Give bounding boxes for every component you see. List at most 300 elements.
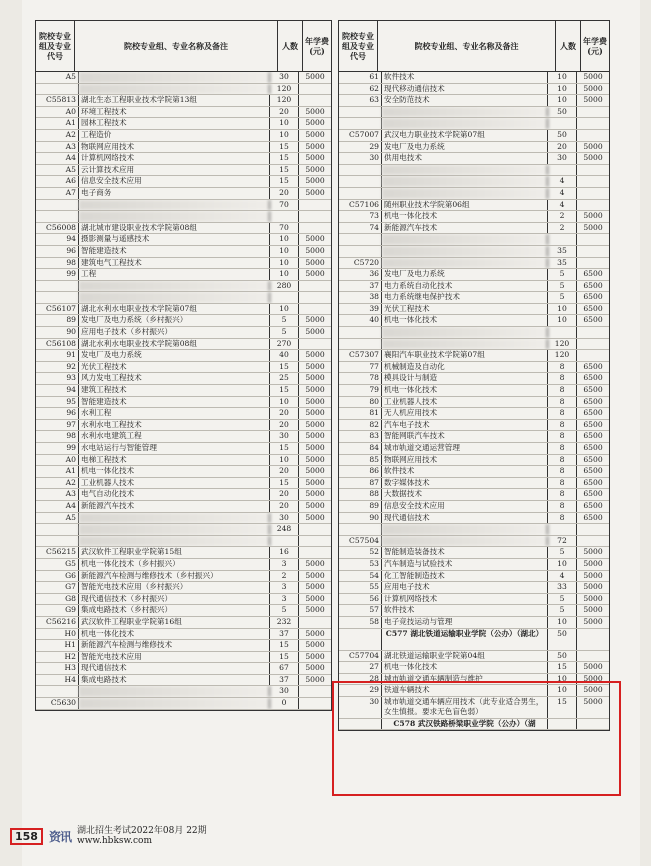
cell-count: 8	[548, 397, 577, 408]
table-row	[339, 211, 609, 223]
cell-fee	[577, 246, 609, 257]
cell-fee: 5000	[305, 153, 325, 163]
cell-code: C56215	[36, 547, 79, 558]
table-row	[36, 281, 331, 293]
cell-fee: 5000	[305, 118, 325, 128]
cell-name	[382, 339, 548, 350]
cell-fee	[299, 547, 331, 558]
cell-fee	[299, 617, 331, 628]
cell-name: 智能建造技术	[79, 397, 270, 408]
table-row	[339, 662, 609, 674]
cell-code: 96	[36, 246, 79, 257]
table-row	[36, 408, 331, 420]
cell-fee: 6500	[583, 303, 603, 313]
cell-code: C57504	[339, 536, 382, 547]
cell-name: 电梯工程技术	[79, 455, 270, 466]
table-row	[339, 571, 609, 583]
cell-count	[548, 234, 577, 245]
cell-code: C57007	[339, 130, 382, 141]
table-row	[339, 84, 609, 96]
cell-fee	[299, 536, 331, 547]
table-row	[36, 142, 331, 154]
cell-code: 77	[339, 362, 382, 373]
cell-fee: 6500	[583, 500, 603, 510]
cell-name: 湖北水利水电职业技术学院第08组	[79, 339, 270, 350]
cell-count: 15	[270, 362, 299, 373]
cell-fee	[299, 211, 331, 222]
cell-name	[382, 327, 548, 338]
cell-count: 10	[270, 269, 299, 280]
cell-code: 38	[339, 292, 382, 303]
cell-count: 10	[548, 617, 577, 628]
cell-name: 电子竞技运动与管理	[382, 617, 548, 628]
table-row	[339, 513, 609, 525]
table-row	[36, 269, 331, 281]
cell-name: 应用电子技术（乡村振兴）	[79, 327, 270, 338]
cell-fee	[577, 339, 609, 350]
table-row	[36, 95, 331, 107]
cell-name: 智能网联汽车技术	[382, 431, 548, 442]
cell-code: H4	[36, 675, 79, 686]
cell-name: 现代通信技术	[382, 513, 548, 524]
cell-code: 27	[339, 662, 382, 673]
cell-fee: 5000	[583, 72, 603, 81]
cell-code: 53	[339, 559, 382, 570]
table-row	[339, 431, 609, 443]
cell-code: 93	[36, 373, 79, 384]
cell-fee	[577, 258, 609, 269]
cell-name: 环境工程技术	[79, 107, 270, 118]
cell-name: 发电厂及电力系统	[79, 350, 270, 361]
cell-name: 工程	[79, 269, 270, 280]
cell-fee: 5000	[583, 605, 603, 615]
table-row	[36, 698, 331, 710]
header-count: 人数	[278, 21, 303, 71]
table-row	[339, 559, 609, 571]
cell-name	[382, 246, 548, 257]
cell-name: 新能源汽车技术	[382, 223, 548, 234]
cell-name: 建筑工程技术	[79, 385, 270, 396]
cell-name: 摄影测量与遥感技术	[79, 234, 270, 245]
cell-fee	[299, 686, 331, 697]
table-row	[339, 72, 609, 84]
cell-name: 智能光电技术应用	[79, 652, 270, 663]
cell-count	[270, 292, 299, 303]
table-row	[339, 246, 609, 258]
cell-count: 3	[270, 559, 299, 570]
cell-code: A0	[36, 455, 79, 466]
cell-count: 20	[270, 188, 299, 199]
cell-code: 39	[339, 304, 382, 315]
cell-count: 5	[548, 292, 577, 303]
cell-fee: 5000	[305, 396, 325, 406]
cell-code: 91	[36, 350, 79, 361]
header-count: 人数	[556, 21, 581, 71]
table-row	[339, 524, 609, 536]
cell-name: 电子商务	[79, 188, 270, 199]
cell-fee: 5000	[305, 512, 325, 522]
table-row	[339, 258, 609, 270]
cell-name	[79, 698, 270, 709]
cell-count: 30	[270, 686, 299, 697]
cell-name: 发电厂及电力系统	[382, 269, 548, 280]
cell-fee	[299, 292, 331, 303]
cell-count: 8	[548, 385, 577, 396]
cell-name: C578 武汉铁路桥梁职业学院（公办）（湖	[382, 719, 548, 730]
cell-fee: 5000	[305, 234, 325, 244]
cell-code: 63	[339, 95, 382, 106]
cell-fee	[577, 350, 609, 361]
cell-fee: 5000	[583, 685, 603, 695]
cell-code	[36, 211, 79, 222]
cell-fee: 5000	[305, 350, 325, 360]
cell-count: 0	[270, 698, 299, 709]
table-row	[339, 304, 609, 316]
cell-fee: 5000	[583, 83, 603, 93]
cell-code: G7	[36, 582, 79, 593]
cell-fee: 6500	[583, 373, 603, 383]
cell-code: 90	[36, 327, 79, 338]
cell-name: 城市轨道交通车辆应用技术（此专业适合男生，女生慎报。要求无色盲色弱）	[382, 697, 548, 718]
cell-code: A6	[36, 176, 79, 187]
cell-count	[548, 165, 577, 176]
table-row	[36, 200, 331, 212]
cell-name: C577 湖北铁道运输职业学院（公办）（湖北）	[382, 629, 548, 650]
cell-name: 应用电子技术	[382, 582, 548, 593]
cell-fee	[299, 223, 331, 234]
cell-code	[36, 84, 79, 95]
cell-code: C56008	[36, 223, 79, 234]
table-row	[339, 292, 609, 304]
footer	[10, 826, 207, 846]
cell-count: 120	[548, 339, 577, 350]
cell-fee: 5000	[583, 222, 603, 232]
cell-fee	[577, 536, 609, 547]
cell-name: 城市轨道交通车辆制造与维护	[382, 674, 548, 685]
cell-count: 20	[270, 408, 299, 419]
cell-code	[339, 107, 382, 118]
table-row	[339, 547, 609, 559]
cell-code: C55813	[36, 95, 79, 106]
cell-name: 集成电路技术（乡村振兴）	[79, 605, 270, 616]
cell-code: A5	[36, 72, 79, 83]
table-row	[36, 524, 331, 536]
cell-code	[339, 234, 382, 245]
cell-code: A4	[36, 153, 79, 164]
cell-count: 5	[548, 547, 577, 558]
table-row	[36, 675, 331, 687]
table-row	[339, 327, 609, 339]
cell-count	[548, 524, 577, 535]
cell-code: 84	[339, 443, 382, 454]
table-row	[36, 513, 331, 525]
header-fee: 年学费(元)	[305, 36, 329, 56]
cell-code	[339, 524, 382, 535]
cell-code: 82	[339, 420, 382, 431]
cell-name: 发电厂及电力系统	[382, 142, 548, 153]
table-row	[339, 362, 609, 374]
cell-fee	[577, 629, 609, 650]
cell-name: 软件技术	[382, 605, 548, 616]
cell-fee	[577, 200, 609, 211]
journal-url: www.hbksw.com	[76, 836, 153, 846]
cell-code: G9	[36, 605, 79, 616]
cell-code: 74	[339, 223, 382, 234]
cell-fee: 5000	[305, 640, 325, 650]
cell-count	[548, 118, 577, 129]
cell-fee: 5000	[305, 628, 325, 638]
table-row	[36, 130, 331, 142]
table-row	[36, 640, 331, 652]
cell-code: H2	[36, 652, 79, 663]
cell-count: 8	[548, 478, 577, 489]
cell-name: 汽车电子技术	[382, 420, 548, 431]
cell-name: 电力系统自动化技术	[382, 281, 548, 292]
table-row	[339, 95, 609, 107]
table-row	[339, 200, 609, 212]
cell-name: 机电一体化技术	[382, 385, 548, 396]
cell-name: 水利水电建筑工程	[79, 431, 270, 442]
cell-code: 97	[36, 420, 79, 431]
cell-fee: 6500	[583, 315, 603, 325]
cell-count: 25	[270, 373, 299, 384]
cell-code: C5630	[36, 698, 79, 709]
cell-count: 15	[548, 697, 577, 718]
cell-code: G6	[36, 571, 79, 582]
cell-code: 98	[36, 258, 79, 269]
cell-count: 10	[548, 559, 577, 570]
cell-name: 铁道车辆技术	[382, 685, 548, 696]
cell-name: 智能制造装备技术	[382, 547, 548, 558]
cell-count: 232	[270, 617, 299, 628]
table-row	[36, 315, 331, 327]
cell-fee	[299, 524, 331, 535]
cell-fee: 5000	[583, 673, 603, 683]
cell-code: A7	[36, 188, 79, 199]
cell-name	[79, 281, 270, 292]
cell-name: 襄阳汽车职业技术学院第07组	[382, 350, 548, 361]
cell-fee: 5000	[305, 466, 325, 476]
cell-count: 15	[270, 142, 299, 153]
cell-fee: 5000	[305, 593, 325, 603]
cell-count: 15	[270, 652, 299, 663]
header-name: 院校专业组、专业名称及备注	[75, 21, 278, 71]
table-row	[36, 466, 331, 478]
cell-fee: 6500	[583, 454, 603, 464]
cell-count: 20	[270, 420, 299, 431]
table-row	[339, 605, 609, 617]
cell-code: 99	[36, 443, 79, 454]
cell-count: 8	[548, 443, 577, 454]
cell-code	[36, 200, 79, 211]
cell-name: 武汉软件工程职业学院第15组	[79, 547, 270, 558]
cell-name: 安全防范技术	[382, 95, 548, 106]
table-row	[36, 501, 331, 513]
cell-code: 58	[339, 617, 382, 628]
cell-name	[382, 188, 548, 199]
cell-count: 8	[548, 431, 577, 442]
cell-code: 88	[339, 489, 382, 500]
cell-count: 35	[548, 246, 577, 257]
cell-name	[382, 524, 548, 535]
table-row	[36, 246, 331, 258]
table-row	[36, 153, 331, 165]
cell-name	[79, 292, 270, 303]
cell-code: 61	[339, 72, 382, 83]
cell-count: 72	[548, 536, 577, 547]
cell-name: 机电一体化技术	[382, 662, 548, 673]
cell-name: 云计算技术应用	[79, 165, 270, 176]
cell-code: 55	[339, 582, 382, 593]
cell-code: 81	[339, 408, 382, 419]
cell-code: 95	[36, 397, 79, 408]
cell-code: 80	[339, 397, 382, 408]
cell-name: 水利工程	[79, 408, 270, 419]
cell-code: 36	[339, 269, 382, 280]
table-row	[36, 420, 331, 432]
header-fee: 年学费(元)	[583, 36, 607, 56]
cell-name: 现代通信技术	[79, 663, 270, 674]
cell-code: 99	[36, 269, 79, 280]
cell-name: 电气自动化技术	[79, 489, 270, 500]
table-row	[36, 652, 331, 664]
table-row	[36, 686, 331, 698]
cell-fee: 5000	[305, 176, 325, 186]
left-table	[35, 20, 332, 711]
cell-count: 10	[548, 674, 577, 685]
cell-name: 武汉软件工程职业学院第16组	[79, 617, 270, 628]
cell-fee: 5000	[305, 187, 325, 197]
cell-count: 5	[548, 594, 577, 605]
cell-fee: 6500	[583, 477, 603, 487]
cell-count: 8	[548, 513, 577, 524]
cell-code: C56107	[36, 304, 79, 315]
cell-fee: 5000	[305, 558, 325, 568]
cell-name	[382, 176, 548, 187]
cell-code: A3	[36, 142, 79, 153]
cell-name: 智能光电技术应用（乡村振兴）	[79, 582, 270, 593]
cell-fee: 5000	[583, 558, 603, 568]
cell-count: 8	[548, 362, 577, 373]
cell-fee	[577, 651, 609, 662]
cell-count: 20	[270, 107, 299, 118]
cell-code: H3	[36, 663, 79, 674]
cell-name: 水电站运行与智能管理	[79, 443, 270, 454]
cell-name	[382, 165, 548, 176]
cell-count: 33	[548, 582, 577, 593]
cell-code	[36, 536, 79, 547]
cell-fee: 5000	[305, 500, 325, 510]
cell-code: 98	[36, 431, 79, 442]
cell-code: C57106	[339, 200, 382, 211]
table-row	[339, 478, 609, 490]
cell-count: 30	[270, 431, 299, 442]
cell-count: 10	[270, 234, 299, 245]
cell-name	[79, 200, 270, 211]
cell-name	[79, 211, 270, 222]
cell-fee: 5000	[583, 593, 603, 603]
cell-count: 50	[548, 130, 577, 141]
cell-name: 湖北城市建设职业技术学院第08组	[79, 223, 270, 234]
table-row	[339, 651, 609, 663]
table-row	[36, 559, 331, 571]
cell-fee	[577, 107, 609, 118]
cell-code: 87	[339, 478, 382, 489]
cell-fee: 5000	[305, 361, 325, 371]
cell-name: 机械制造及自动化	[382, 362, 548, 373]
cell-code	[339, 339, 382, 350]
cell-code: A2	[36, 478, 79, 489]
cell-code	[36, 686, 79, 697]
cell-name	[382, 234, 548, 245]
cell-code	[339, 188, 382, 199]
table-row	[339, 373, 609, 385]
cell-code: 57	[339, 605, 382, 616]
cell-code: 89	[339, 501, 382, 512]
cell-count: 10	[548, 84, 577, 95]
cell-code	[339, 246, 382, 257]
cell-code	[36, 524, 79, 535]
table-row	[36, 84, 331, 96]
table-row	[339, 269, 609, 281]
cell-fee: 5000	[305, 106, 325, 116]
cell-count: 20	[270, 489, 299, 500]
cell-fee: 5000	[305, 408, 325, 418]
cell-name: 化工智能制造技术	[382, 571, 548, 582]
cell-code	[339, 165, 382, 176]
cell-fee: 6500	[583, 396, 603, 406]
cell-count: 10	[270, 246, 299, 257]
header-name: 院校专业组、专业名称及备注	[378, 21, 556, 71]
table-row	[339, 223, 609, 235]
cell-count: 35	[548, 258, 577, 269]
table-row	[339, 339, 609, 351]
cell-code: G8	[36, 594, 79, 605]
cell-count	[270, 211, 299, 222]
cell-code: 89	[36, 315, 79, 326]
cell-code: 54	[339, 571, 382, 582]
table-row	[339, 118, 609, 130]
table-row	[339, 130, 609, 142]
cell-name: 现代通信技术（乡村振兴）	[79, 594, 270, 605]
cell-name: 新能源汽车技术	[79, 501, 270, 512]
cell-fee	[577, 327, 609, 338]
cell-name: 机电一体化技术	[79, 629, 270, 640]
cell-code: 92	[36, 362, 79, 373]
cell-fee: 5000	[583, 95, 603, 105]
cell-count: 120	[270, 84, 299, 95]
cell-fee: 5000	[305, 443, 325, 452]
cell-fee: 5000	[305, 605, 325, 615]
table-row	[36, 455, 331, 467]
cell-name: 园林工程技术	[79, 118, 270, 129]
cell-fee: 5000	[305, 315, 325, 325]
cell-count: 8	[548, 466, 577, 477]
cell-code: 94	[36, 385, 79, 396]
table-row	[36, 629, 331, 641]
cell-count: 120	[548, 350, 577, 361]
cell-code: 62	[339, 84, 382, 95]
cell-count: 30	[548, 153, 577, 164]
cell-code: 85	[339, 455, 382, 466]
cell-code: C56108	[36, 339, 79, 350]
cell-count: 10	[270, 258, 299, 269]
cell-count: 30	[270, 72, 299, 83]
cell-fee: 5000	[305, 431, 325, 441]
table-row	[36, 617, 331, 629]
cell-count: 10	[548, 315, 577, 326]
cell-count	[270, 536, 299, 547]
